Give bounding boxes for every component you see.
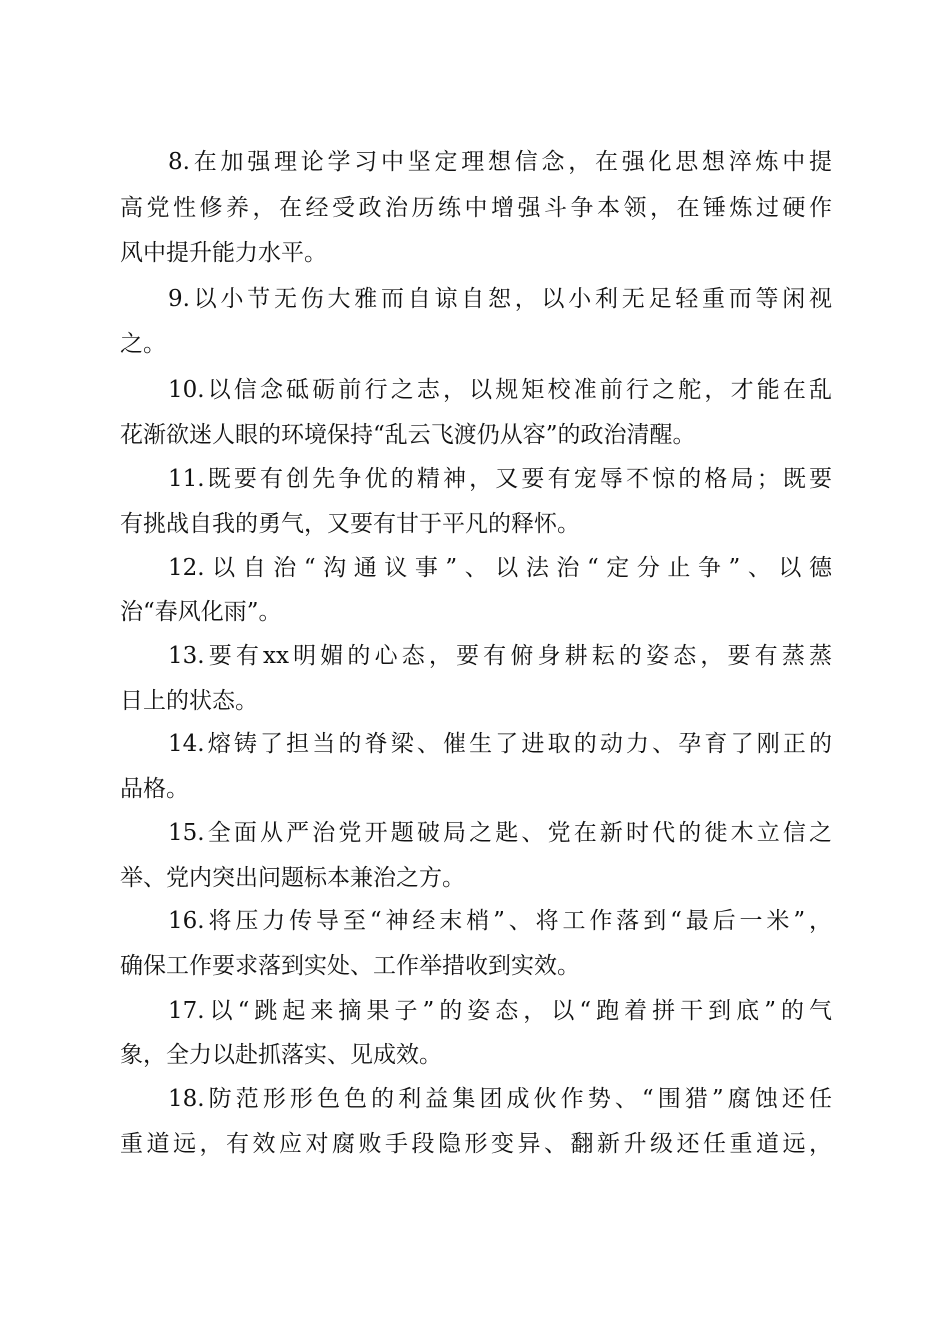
paragraph-9-line-1: 9.以小节无伤大雅而自谅自恕，以小利无足轻重而等闲视	[168, 286, 832, 312]
paragraph-17-line-2: 象，全力以赴抓落实、见成效。	[120, 1042, 442, 1068]
paragraph-10-line-2: 花渐欲迷人眼的环境保持“乱云飞渡仍从容”的政治清醒。	[120, 422, 696, 448]
paragraph-13-line-1: 13.要有xx明媚的心态，要有俯身耕耘的姿态，要有蒸蒸	[168, 643, 832, 669]
paragraph-16-line-1: 16.将压力传导至“神经末梢”、将工作落到“最后一米”，	[168, 908, 832, 934]
paragraph-14-line-1: 14.熔铸了担当的脊梁、催生了进取的动力、孕育了刚正的	[168, 731, 832, 757]
paragraph-11-line-2: 有挑战自我的勇气，又要有甘于平凡的释怀。	[120, 511, 580, 537]
paragraph-8-line-3: 风中提升能力水平。	[120, 240, 327, 266]
paragraph-13-line-2: 日上的状态。	[120, 688, 258, 714]
paragraph-8-line-2: 高党性修养，在经受政治历练中增强斗争本领，在锤炼过硬作	[120, 195, 832, 221]
paragraph-18-line-1: 18.防范形形色色的利益集团成伙作势、“围猎”腐蚀还任	[168, 1086, 832, 1112]
paragraph-12-line-2: 治“春风化雨”。	[120, 599, 282, 625]
paragraph-15-line-2: 举、党内突出问题标本兼治之方。	[120, 865, 465, 891]
paragraph-9-line-2: 之。	[120, 331, 166, 357]
paragraph-14-line-2: 品格。	[120, 776, 189, 802]
paragraph-16-line-2: 确保工作要求落到实处、工作举措收到实效。	[120, 953, 580, 979]
paragraph-15-line-1: 15.全面从严治党开题破局之匙、党在新时代的徙木立信之	[168, 820, 832, 846]
paragraph-12-line-1: 12.以自治“沟通议事”、以法治“定分止争”、以德	[168, 555, 832, 581]
paragraph-10-line-1: 10.以信念砥砺前行之志，以规矩校准前行之舵，才能在乱	[168, 377, 832, 403]
paragraph-17-line-1: 17.以“跳起来摘果子”的姿态，以“跑着拼干到底”的气	[168, 998, 832, 1024]
paragraph-8-line-1: 8.在加强理论学习中坚定理想信念，在强化思想淬炼中提	[168, 149, 832, 175]
paragraph-11-line-1: 11.既要有创先争优的精神，又要有宠辱不惊的格局；既要	[168, 466, 832, 492]
paragraph-18-line-2: 重道远，有效应对腐败手段隐形变异、翻新升级还任重道远，	[120, 1131, 832, 1157]
